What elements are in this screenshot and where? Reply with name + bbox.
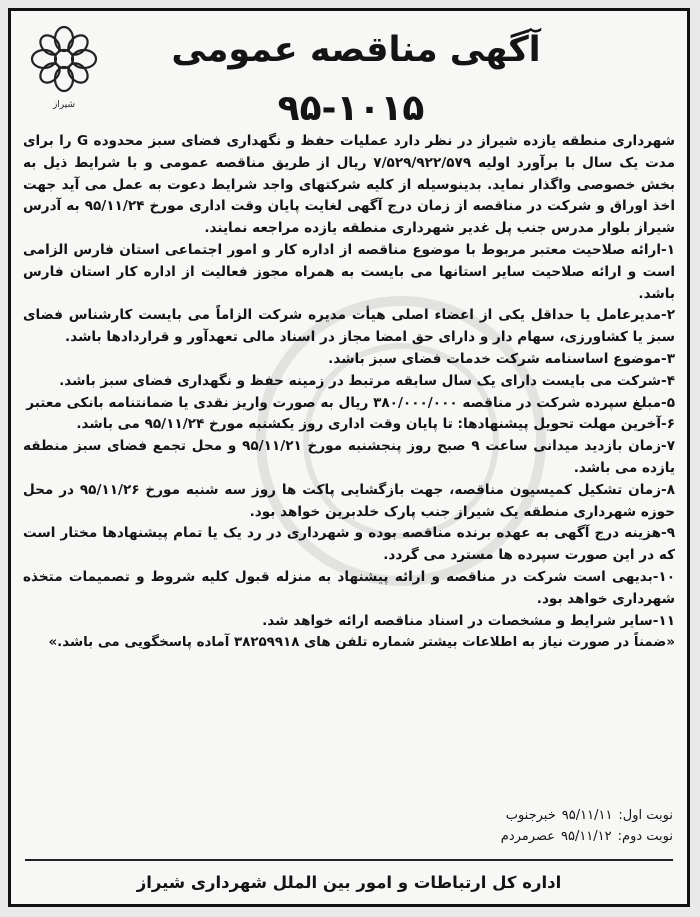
logo-caption: شیراز — [52, 100, 76, 110]
condition-item-9: ۹-هزینه درج آگهی به عهده برنده مناقصه بوده و شهرداری در رد یک یا تمام پیشنهادها مختار است که در این صورت سپرده ها مسترد می گردد. — [23, 525, 675, 564]
page-title: آگهی مناقصه عمومی — [171, 30, 541, 70]
notice-date: ۹۵/۱۱/۱۱ — [561, 808, 613, 823]
condition-item-3: ۳-موضوع اساسنامه شرکت خدمات فضای سبز باشد. — [328, 350, 675, 367]
issuer-signature: اداره کل ارتباطات و امور بین الملل شهرداری شیراز — [25, 859, 673, 892]
notice-date: ۹۵/۱۱/۱۲ — [560, 829, 612, 844]
notice-paper: عصرمردم — [500, 829, 555, 844]
condition-item-11: ۱۱-سایر شرایط و مشخصات در اسناد مناقصه ارائه خواهد شد. — [262, 612, 675, 629]
intro-paragraph: شهرداری منطقه یازده شیراز در نظر دارد عملیات حفظ و نگهداری فضای سبز محدوده G را برای مدت یک سال با برآورد اولیه ۷/۵۲۹/۹۲۲/۵۷۹ ریال از طریق مناقصه عمومی و با شرایط ذیل به بخش خصوصی واگذار نماید. بدینوسیله از کلیه شرکتهای واجد شرایط دعوت به عمل می آید جهت اخذ اوراق و شرکت در مناقصه از زمان درج آگهی لغایت پایان وقت اداری مورخ ۹۵/۱۱/۲۴ به آدرس شیراز بلوار مدرس جنب پل غدیر شهرداری منطقه یازده مراجعه نمایند. — [23, 133, 675, 237]
tender-notice-page — [8, 8, 690, 907]
condition-item-5: ۵-مبلغ سپرده شرکت در مناقصه ۳۸۰/۰۰۰/۰۰۰ ریال به صورت واریز نقدی یا ضمانتنامه بانکی معتبر — [26, 394, 675, 411]
notice-first — [495, 805, 673, 826]
notice-label: نوبت دوم: — [617, 829, 673, 844]
tender-number: ۹۵-۱۰۱۵ — [277, 88, 425, 129]
contact-note: «ضمناً در صورت نیاز به اطلاعات بیشتر شماره تلفن های ۳۸۲۵۹۹۱۸ آماده پاسخگویی می باشد.» — [48, 635, 675, 651]
condition-item-7: ۷-زمان بازدید میدانی ساعت ۹ صبح روز پنجشنبه مورخ ۹۵/۱۱/۲۱ و محل تجمع فضای سبز منطقه یازده می باشد. — [23, 438, 675, 476]
notice-body — [23, 131, 675, 654]
notice-second — [495, 826, 673, 847]
condition-item-2: ۲-مدیرعامل یا حداقل یکی از اعضاء اصلی هیأت مدیره شرکت الزاماً می بایست کارشناس فضای سبز یا کشاورزی، سهام دار و دارای حق امضا مجاز در اسناد مالی تعهدآور و قراردادها باشد. — [23, 307, 675, 346]
publication-notices — [495, 805, 673, 847]
condition-item-1: ۱-ارائه صلاحیت معتبر مربوط با موضوع مناقصه از اداره کار و امور اجتماعی استان فارس الزامی است و ارائه صلاحیت سایر استانها می بایست به همراه مجوز فعالیت از اداره کار استان فارس باشد. — [23, 241, 675, 302]
condition-item-8: ۸-زمان تشکیل کمیسیون مناقصه، جهت بازگشایی پاکت ها روز سه شنبه مورخ ۹۵/۱۱/۲۶ در محل حوزه شهرداری منطقه یک شیراز جنب پارک خلدبرین خواهد بود. — [23, 481, 675, 520]
notice-paper: خبرجنوب — [505, 808, 556, 823]
condition-item-6: ۶-آخرین مهلت تحویل پیشنهادها: تا پایان وقت اداری روز یکشنبه مورخ ۹۵/۱۱/۲۴ می باشد. — [76, 416, 675, 433]
notice-label: نوبت اول: — [618, 808, 673, 823]
condition-item-4: ۴-شرکت می بایست دارای یک سال سابقه مرتبط در زمینه حفظ و نگهداری فضای سبز باشد. — [59, 372, 675, 389]
condition-item-10: ۱۰-بدیهی است شرکت در مناقصه و ارائه پیشنهاد به منزله قبول کلیه شروط و تصمیمات متخذه شهرداری خواهد بود. — [23, 568, 675, 607]
shiraz-municipality-logo-icon — [19, 21, 109, 111]
